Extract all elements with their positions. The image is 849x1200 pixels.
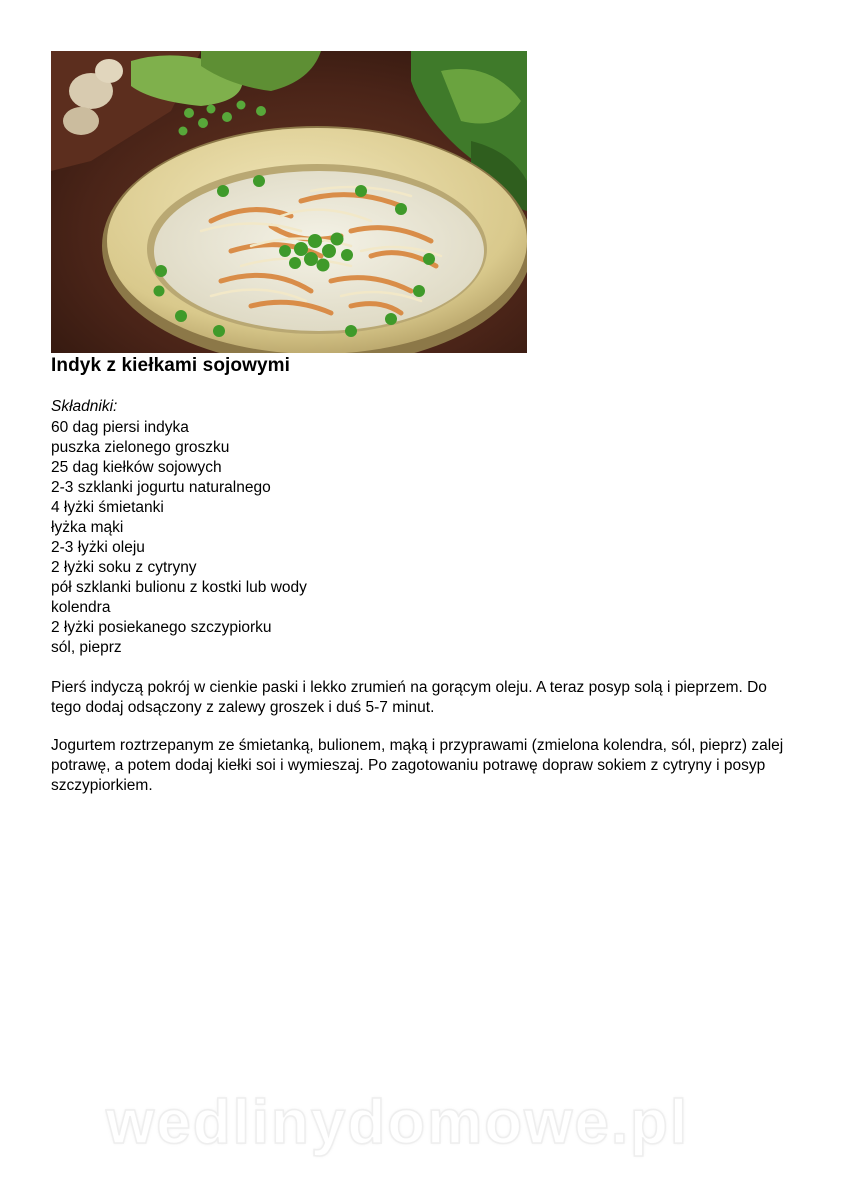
ingredients-list — [51, 418, 307, 658]
ingredient-item: 2 łyżki posiekanego szczypiorku — [51, 619, 272, 636]
ingredient-item: 60 dag piersi indyka — [51, 419, 189, 436]
ingredients-heading: Składniki: — [51, 398, 118, 415]
ingredient-item: kolendra — [51, 599, 111, 616]
dish-photo — [51, 51, 527, 353]
ingredient-item: 2-3 łyżki oleju — [51, 539, 145, 556]
instruction-paragraph: Pierś indyczą pokrój w cienkie paski i lekko zrumień na gorącym oleju. A teraz posyp solą i pieprzem. Do tego dodaj odsączony z zalewy groszek i duś 5-7 minut. — [51, 679, 767, 716]
site-watermark: wedlinydomowe.pl — [106, 1088, 690, 1157]
ingredient-item: puszka zielonego groszku — [51, 439, 230, 456]
ingredient-item: 2 łyżki soku z cytryny — [51, 559, 197, 576]
ingredient-item: sól, pieprz — [51, 639, 122, 656]
ingredient-item: 25 dag kiełków sojowych — [51, 459, 222, 476]
instruction-paragraph: Jogurtem roztrzepanym ze śmietanką, bulionem, mąką i przyprawami (zmielona kolendra, sól, pieprz) zalej potrawę, a potem dodaj kiełki soi i wymieszaj. Po zagotowaniu potrawę dopraw sokiem z cytryny i posyp szczypiorkiem. — [51, 737, 784, 794]
ingredient-item: pół szklanki bulionu z kostki lub wody — [51, 579, 307, 596]
ingredient-item: 4 łyżki śmietanki — [51, 499, 164, 516]
recipe-title: Indyk z kiełkami sojowymi — [51, 355, 291, 376]
ingredient-item: 2-3 szklanki jogurtu naturalnego — [51, 479, 271, 496]
ingredient-item: łyżka mąki — [51, 519, 124, 536]
